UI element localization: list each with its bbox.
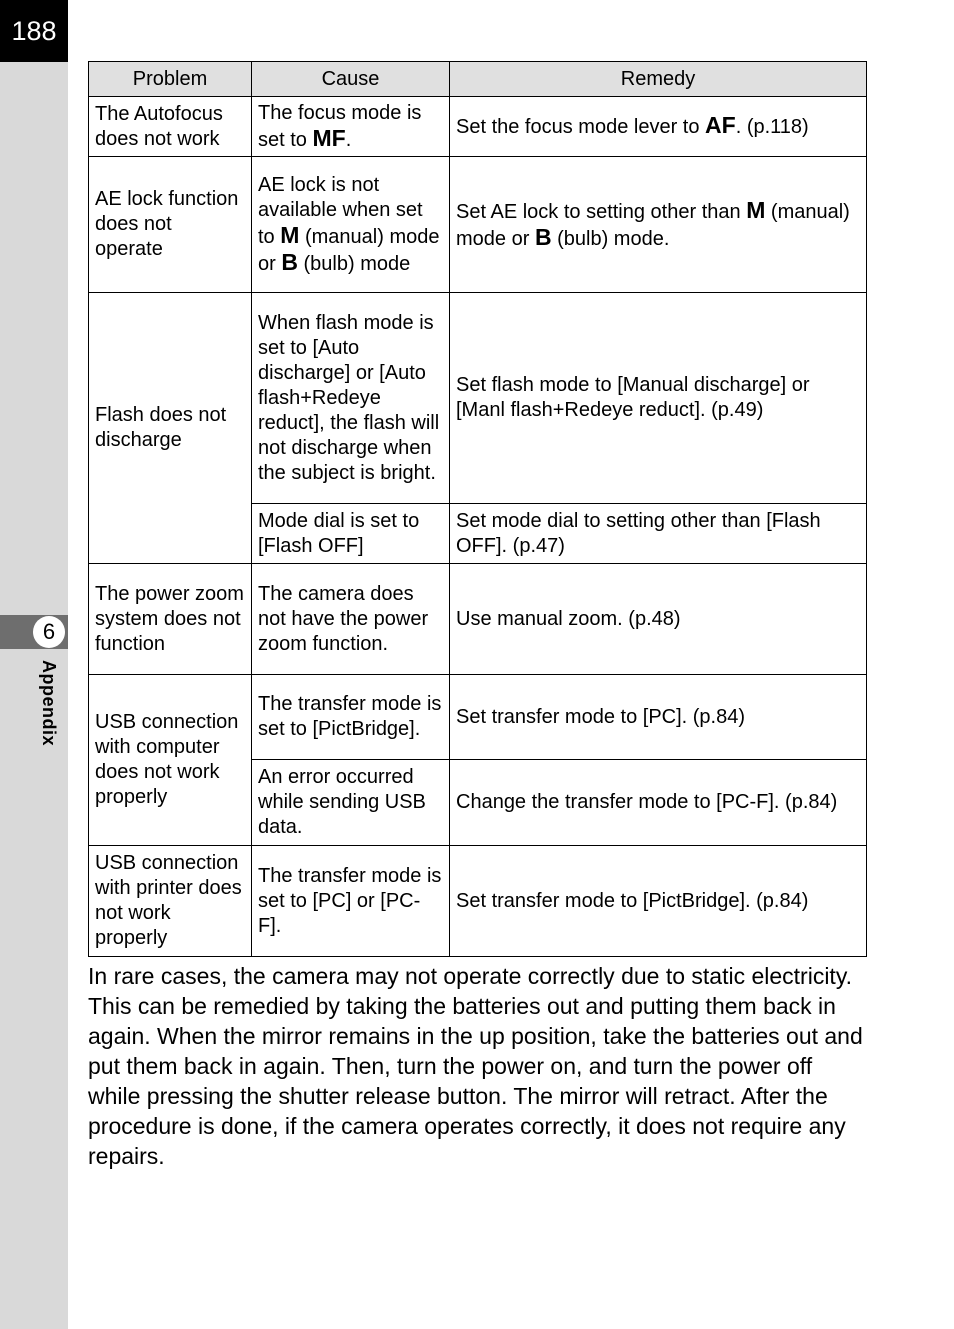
problem-cell: AE lock function does not operate	[89, 157, 252, 293]
remedy-cell: Use manual zoom. (p.48)	[450, 564, 867, 675]
remedy-text: (manual) mode or	[456, 200, 850, 250]
header-problem: Problem	[89, 62, 252, 97]
remedy-cell	[450, 97, 867, 157]
cause-cell: An error occurred while sending USB data.	[252, 760, 450, 846]
table-row	[89, 564, 867, 675]
cause-cell: The transfer mode is set to [PictBridge].	[252, 675, 450, 760]
chapter-label: Appendix	[39, 660, 59, 747]
b-symbol: B	[534, 223, 552, 250]
m-symbol: M	[746, 196, 766, 223]
cause-text: .	[345, 128, 352, 151]
problem-cell: The power zoom system does not function	[89, 564, 252, 675]
remedy-text: Set AE lock to setting other than	[456, 200, 747, 223]
remedy-cell: Set transfer mode to [PictBridge]. (p.84)	[450, 846, 867, 957]
problem-cell: USB connection with printer does not work properly	[89, 846, 252, 957]
remedy-cell	[450, 157, 867, 293]
table-row	[89, 675, 867, 760]
remedy-cell: Set mode dial to setting other than [Flash OFF]. (p.47)	[450, 504, 867, 564]
cause-cell: Mode dial is set to [Flash OFF]	[252, 504, 450, 564]
troubleshooting-table	[88, 61, 867, 957]
cause-text: (bulb) mode	[297, 252, 411, 275]
cause-text: AE lock is not available when set to	[258, 173, 423, 248]
af-symbol: AF	[705, 112, 736, 138]
problem-cell: Flash does not discharge	[89, 293, 252, 564]
problem-cell: The Autofocus does not work	[89, 97, 252, 157]
table-header-row	[89, 62, 867, 97]
remedy-cell: Change the transfer mode to [PC-F]. (p.84)	[450, 760, 867, 846]
remedy-cell: Set transfer mode to [PC]. (p.84)	[450, 675, 867, 760]
remedy-text: (bulb) mode.	[551, 227, 670, 250]
mf-symbol: MF	[312, 124, 346, 151]
cause-cell: When flash mode is set to [Auto discharge] or [Auto flash+Redeye reduct], the flash will not discharge when the subject is bright.	[252, 293, 450, 504]
table-row	[89, 293, 867, 504]
b-symbol: B	[281, 248, 298, 275]
header-remedy: Remedy	[450, 62, 867, 97]
cause-cell: The camera does not have the power zoom function.	[252, 564, 450, 675]
cause-text: The focus mode is set to	[258, 101, 422, 151]
chapter-number-badge: 6	[33, 616, 65, 648]
table-row	[89, 846, 867, 957]
remedy-cell: Set flash mode to [Manual discharge] or [Manl flash+Redeye reduct]. (p.49)	[450, 293, 867, 504]
remedy-text: Set the focus mode lever to	[456, 116, 706, 138]
cause-cell	[252, 157, 450, 293]
table-row	[89, 97, 867, 157]
cause-text: (manual) mode or	[258, 225, 440, 275]
cause-cell	[252, 97, 450, 157]
header-cause: Cause	[252, 62, 450, 97]
problem-cell: USB connection with computer does not work properly	[89, 675, 252, 846]
remedy-text: . (p.118)	[735, 116, 809, 138]
page-number: 188	[0, 0, 68, 62]
m-symbol: M	[280, 221, 300, 248]
cause-cell: The transfer mode is set to [PC] or [PC-F].	[252, 846, 450, 957]
table-row	[89, 157, 867, 293]
static-electricity-note: In rare cases, the camera may not operate correctly due to static electricity. This can be remedied by taking the batteries out and putting them back in again. When the mirror remains in the up position, take the batteries out and put them back in again. Then, turn the power on, and turn the power off while pressing the shutter release button. The mirror will retract. After the procedure is done, if the camera operates correctly, it does not require any repairs.	[88, 963, 863, 1169]
